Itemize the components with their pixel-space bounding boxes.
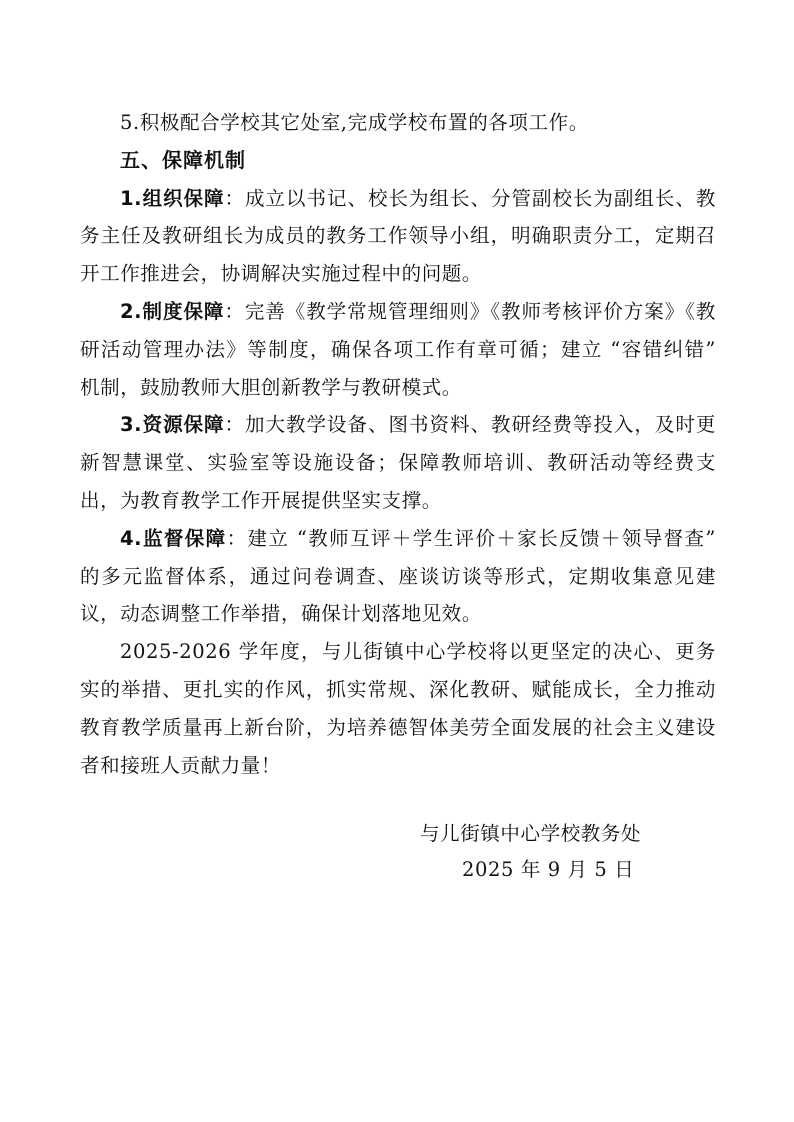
supervision-guarantee-paragraph	[80, 520, 716, 633]
supervision-guarantee-label: 4.监督保障	[120, 526, 227, 550]
document-body	[80, 104, 716, 881]
supervision-guarantee-text: ：建立 “教师互评＋学生评价＋家长反馈＋领导督查” 的多元监督体系，通过问卷调查、座谈访谈等形式，定期收集意见建议，动态调整工作举措，确保计划落地见效。	[80, 526, 716, 626]
organization-guarantee-label: 1.组织保障	[120, 186, 225, 210]
system-guarantee-text: ：完善《教学常规管理细则》《教师考核评价方案》《教研活动管理办法》等制度，确保各项工作有章可循；建立 “容错纠错” 机制，鼓励教师大胆创新教学与教研模式。	[80, 299, 716, 399]
system-guarantee-paragraph	[80, 293, 716, 406]
resource-guarantee-text: ：加大教学设备、图书资料、教研经费等投入，及时更新智慧课堂、实验室等设施设备；保障教师培训、教研活动等经费支出，为教育教学工作开展提供坚实支撑。	[80, 413, 716, 512]
item-5-paragraph: 5.积极配合学校其它处室,完成学校布置的各项工作。	[120, 111, 589, 134]
signature-date: 2025 年 9 月 5 日	[462, 858, 635, 881]
resource-guarantee-paragraph	[80, 406, 716, 519]
organization-guarantee-paragraph	[80, 180, 716, 293]
organization-guarantee-text: ：成立以书记、校长为组长、分管副校长为副组长、教务主任及教研组长为成员的教务工作领导小组，明确职责分工，定期召开工作推进会，协调解决实施过程中的问题。	[80, 186, 716, 286]
signature-department: 与儿街镇中心学校教务处	[420, 822, 642, 845]
resource-guarantee-label: 3.资源保障	[120, 413, 225, 437]
system-guarantee-label: 2.制度保障	[120, 299, 225, 323]
section-heading-guarantee-mechanism: 五、保障机制	[120, 147, 246, 172]
closing-paragraph: 2025-2026 学年度，与儿街镇中心学校将以更坚定的决心、更务实的举措、更扎实的作风，抓实常规、深化教研、赋能成长，全力推动教育教学质量再上新台阶，为培养德智体美劳全面发展的社会主义建设者和接班人贡献力量！	[80, 640, 716, 777]
